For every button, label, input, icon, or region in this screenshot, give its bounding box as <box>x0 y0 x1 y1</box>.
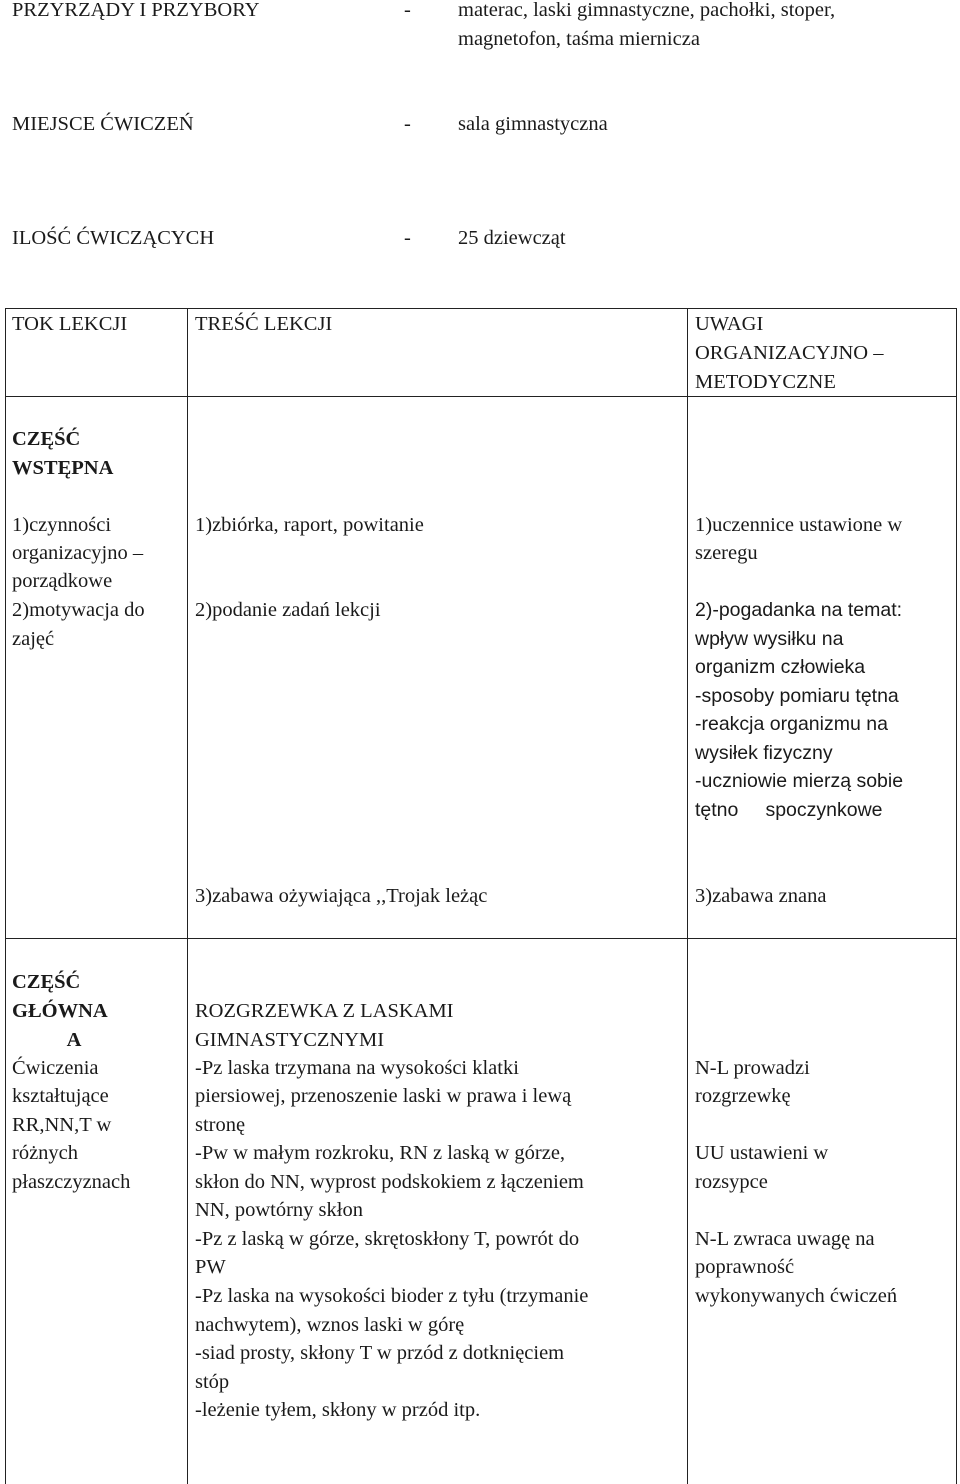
equipment-label: PRZYRZĄDY I PRZYBORY <box>12 0 260 21</box>
intro-title-2: WSTĘPNA <box>12 457 114 479</box>
intro-notes-2-4: -sposoby pomiaru tętna <box>695 685 899 707</box>
main-content-15: -leżenie tyłem, skłony w przód itp. <box>195 1399 481 1421</box>
intro-notes-2-7: -uczniowie mierzą sobie <box>695 770 904 792</box>
main-content-5: stronę <box>195 1114 246 1136</box>
intro-content-1: 1)zbiórka, raport, powitanie <box>195 514 424 536</box>
place-dash: - <box>404 113 411 135</box>
intro-notes-2-3: organizm człowieka <box>695 656 866 678</box>
header-uwagi-2: ORGANIZACYJNO – <box>695 342 884 364</box>
equipment-line-2: magnetofon, taśma miernicza <box>458 28 700 50</box>
main-content-7: skłon do NN, wyprost podskokiem z łączeniem <box>195 1171 584 1193</box>
count-value: 25 dziewcząt <box>458 227 566 249</box>
main-content-2: GIMNASTYCZNYMI <box>195 1029 385 1051</box>
main-content-11: -Pz laska na wysokości bioder z tyłu (trzymanie <box>195 1285 589 1307</box>
place-value: sala gimnastyczna <box>458 113 608 135</box>
section-divider <box>5 938 956 939</box>
main-title-1: CZĘŚĆ <box>12 971 81 993</box>
main-notes-7: wykonywanych ćwiczeń <box>695 1285 898 1307</box>
equipment-dash: - <box>404 0 411 21</box>
intro-notes-2-8: tętno spoczynkowe <box>695 799 883 821</box>
equipment-line-1: materac, laski gimnastyczne, pachołki, stoper, <box>458 0 836 21</box>
header-tresc: TREŚĆ LEKCJI <box>195 313 333 335</box>
main-content-8: NN, powtórny skłon <box>195 1199 363 1221</box>
table-left-border <box>5 308 6 1484</box>
main-notes-1: N-L prowadzi <box>695 1057 810 1079</box>
main-title-3: A <box>66 1029 82 1051</box>
main-tok-3: RR,NN,T w <box>12 1114 112 1136</box>
main-content-14: stóp <box>195 1371 230 1393</box>
main-tok-2: kształtujące <box>12 1085 109 1107</box>
intro-notes-1a: 1)uczennice ustawione w <box>695 514 903 536</box>
main-notes-5: N-L zwraca uwagę na <box>695 1228 875 1250</box>
main-content-6: -Pw w małym rozkroku, RN z laską w górze, <box>195 1142 566 1164</box>
header-tok: TOK LEKCJI <box>12 313 128 335</box>
main-content-9: -Pz z laską w górze, skrętoskłony T, powrót do <box>195 1228 580 1250</box>
table-right-border <box>956 308 957 1484</box>
main-content-3: -Pz laska trzymana na wysokości klatki <box>195 1057 519 1079</box>
intro-tok-2: organizacyjno – <box>12 542 144 564</box>
main-content-13: -siad prosty, skłony T w przód z dotknięciem <box>195 1342 565 1364</box>
main-tok-1: Ćwiczenia <box>12 1057 99 1079</box>
intro-notes-2-5: -reakcja organizmu na <box>695 713 888 735</box>
intro-notes-3: 3)zabawa znana <box>695 885 827 907</box>
main-notes-6: poprawność <box>695 1256 795 1278</box>
main-title-2: GŁÓWNA <box>12 1000 108 1022</box>
intro-tok-3: porządkowe <box>12 570 113 592</box>
intro-title-1: CZĘŚĆ <box>12 428 81 450</box>
count-label: ILOŚĆ ĆWICZĄCYCH <box>12 227 215 249</box>
count-dash: - <box>404 227 411 249</box>
intro-content-3: 3)zabawa ożywiająca ,,Trojak leżąc <box>195 885 488 907</box>
main-notes-4: rozsypce <box>695 1171 768 1193</box>
intro-notes-2-2: wpływ wysiłku na <box>695 628 844 650</box>
intro-notes-2-6: wysiłek fizyczny <box>695 742 833 764</box>
intro-tok-1: 1)czynności <box>12 514 112 536</box>
main-content-12: nachwytem), wznos laski w górę <box>195 1314 465 1336</box>
intro-tok-4: 2)motywacja do <box>12 599 145 621</box>
main-content-4: piersiowej, przenoszenie laski w prawa i lewą <box>195 1085 572 1107</box>
intro-tok-5: zajęć <box>12 628 55 650</box>
main-content-1: ROZGRZEWKA Z LASKAMI <box>195 1000 454 1022</box>
column-divider-2 <box>687 308 688 1484</box>
column-divider-1 <box>187 308 188 1484</box>
table-top-border <box>5 308 956 309</box>
main-tok-4: różnych <box>12 1142 79 1164</box>
main-notes-3: UU ustawieni w <box>695 1142 829 1164</box>
intro-notes-1b: szeregu <box>695 542 758 564</box>
main-content-10: PW <box>195 1256 226 1278</box>
main-tok-5: płaszczyznach <box>12 1171 131 1193</box>
intro-content-2: 2)podanie zadań lekcji <box>195 599 381 621</box>
place-label: MIEJSCE ĆWICZEŃ <box>12 113 194 135</box>
header-uwagi-3: METODYCZNE <box>695 371 836 393</box>
intro-notes-2-1: 2)-pogadanka na temat: <box>695 599 903 621</box>
main-notes-2: rozgrzewkę <box>695 1085 791 1107</box>
header-uwagi-1: UWAGI <box>695 313 764 335</box>
